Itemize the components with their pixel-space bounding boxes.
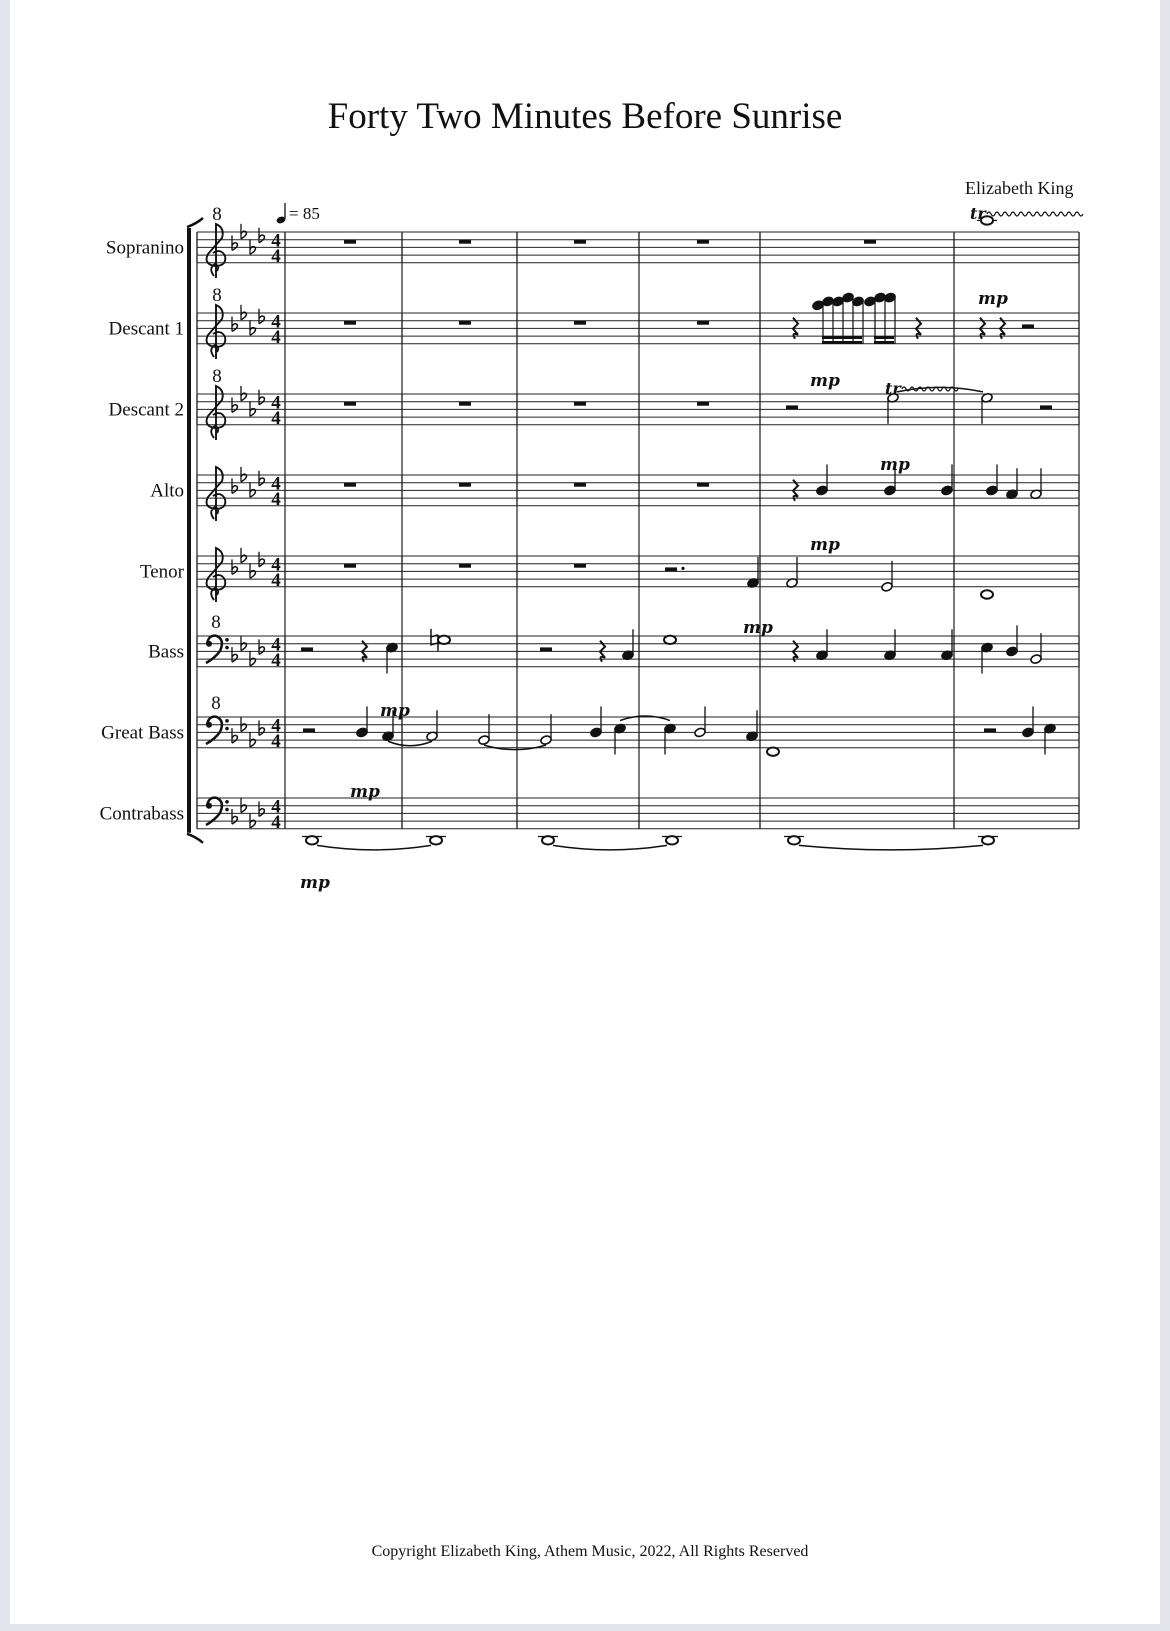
octave-mark: 8 (212, 366, 222, 387)
half-note (694, 727, 706, 738)
whole-rest (459, 564, 471, 568)
note (666, 836, 678, 844)
note (941, 464, 953, 495)
time-sig-bottom: 4 (271, 407, 281, 429)
octave-mark: 8 (212, 204, 222, 225)
whole-rest (697, 483, 709, 487)
whole-rest (459, 402, 471, 406)
note (986, 464, 998, 495)
whole-note (542, 836, 554, 844)
trill-text: tr (970, 204, 986, 223)
dynamic-mp: mp (743, 618, 773, 638)
instrument-label: Descant 1 (108, 318, 184, 340)
note (356, 706, 368, 737)
note (941, 629, 953, 660)
whole-rest (459, 483, 471, 487)
note (884, 629, 896, 660)
system-bracket (187, 218, 203, 843)
whole-rest (574, 564, 586, 568)
octave-mark: 8 (212, 285, 222, 306)
note (1030, 633, 1042, 664)
whole-note (767, 747, 779, 755)
note (694, 706, 706, 737)
note (438, 636, 450, 644)
whole-rest (344, 402, 356, 406)
quarter-note (356, 727, 368, 738)
whole-rest (459, 321, 471, 325)
instrument-label: Tenor (139, 561, 184, 583)
note (542, 836, 554, 844)
note (816, 629, 828, 660)
note (430, 836, 442, 844)
octave-mark: 8 (211, 612, 221, 633)
key-signature (232, 717, 264, 747)
dynamic-mp: mp (380, 701, 410, 721)
half-rest (301, 647, 313, 651)
key-signature (232, 798, 264, 828)
dynamic-mp: mp (810, 535, 840, 555)
dynamic-mp: mp (978, 289, 1008, 309)
time-sig-bottom: 4 (271, 569, 281, 591)
staff-tenor (197, 556, 1079, 587)
time-sig-top: 4 (271, 230, 281, 252)
instrument-label: Bass (148, 641, 184, 663)
time-signature (271, 796, 281, 832)
quarter-note (816, 485, 828, 496)
instrument-label: Contrabass (99, 803, 184, 825)
whole-rest (574, 483, 586, 487)
instrument-label: Great Bass (101, 722, 184, 744)
whole-rest (344, 483, 356, 487)
whole-rest (344, 321, 356, 325)
tie (799, 845, 983, 850)
trill-marking (885, 379, 958, 398)
time-sig-top: 4 (271, 554, 281, 576)
whole-rest (574, 402, 586, 406)
tie (553, 845, 667, 850)
score-system (10, 0, 1160, 1624)
staff-contrabass (197, 798, 1079, 829)
score-title: Forty Two Minutes Before Sunrise (327, 96, 843, 137)
instrument-label: Descant 2 (108, 399, 184, 421)
tempo-value: = 85 (289, 204, 320, 223)
time-signature (271, 634, 281, 670)
quarter-note (884, 485, 896, 496)
whole-note (666, 836, 678, 844)
whole-rest (697, 321, 709, 325)
quarter-note (1022, 727, 1034, 738)
time-sig-top: 4 (271, 634, 281, 656)
whole-rest (697, 240, 709, 244)
whole-note (788, 836, 800, 844)
key-signature (232, 467, 264, 497)
note (981, 590, 993, 598)
note (816, 464, 828, 495)
time-sig-top: 4 (271, 311, 281, 333)
quarter-note (986, 485, 998, 496)
half-rest (540, 647, 552, 651)
key-signature (232, 548, 264, 578)
half-rest (1040, 405, 1052, 409)
note (788, 836, 800, 844)
note (747, 557, 759, 588)
staff-descant-1 (197, 313, 1079, 344)
note (767, 747, 779, 755)
note (1022, 706, 1034, 737)
time-signature (271, 554, 281, 590)
quarter-note (884, 292, 896, 303)
tie (317, 845, 431, 850)
half-note (540, 735, 552, 746)
note (786, 557, 798, 588)
dynamic-mp: mp (810, 371, 840, 391)
note (664, 723, 676, 754)
staff-descant-2 (197, 394, 1079, 425)
whole-rest (574, 321, 586, 325)
instrument-label: Sopranino (105, 237, 184, 259)
whole-note (438, 636, 450, 644)
time-signature (271, 311, 281, 347)
whole-rest (574, 240, 586, 244)
half-rest (786, 405, 798, 409)
time-sig-bottom: 4 (271, 326, 281, 348)
half-rest (984, 728, 996, 732)
whole-rest (344, 564, 356, 568)
note (1044, 723, 1056, 754)
note (478, 714, 490, 745)
time-sig-bottom: 4 (271, 811, 281, 833)
note (614, 723, 626, 754)
note (426, 710, 438, 741)
note (982, 836, 994, 844)
whole-rest (697, 402, 709, 406)
half-note (881, 581, 893, 592)
note (622, 629, 634, 660)
time-sig-bottom: 4 (271, 730, 281, 752)
instrument-label: Alto (150, 480, 184, 502)
time-signature (271, 715, 281, 751)
whole-note (981, 590, 993, 598)
whole-note (306, 836, 318, 844)
staff-sopranino (197, 232, 1079, 263)
half-note (478, 735, 490, 746)
time-signature (271, 473, 281, 509)
time-sig-bottom: 4 (271, 488, 281, 510)
note (981, 642, 993, 673)
whole-rest (344, 240, 356, 244)
quarter-note (590, 727, 602, 738)
note (590, 706, 602, 737)
half-rest (1022, 324, 1034, 328)
quarter-note (941, 485, 953, 496)
note (746, 710, 758, 741)
trill-text: tr (885, 379, 901, 398)
half-note (1030, 654, 1042, 665)
key-signature (232, 224, 264, 254)
time-sig-top: 4 (271, 796, 281, 818)
dynamic-mp: mp (350, 782, 380, 802)
key-signature (232, 305, 264, 335)
score-page (10, 0, 1160, 1624)
note (386, 642, 398, 673)
whole-note (664, 636, 676, 644)
note (540, 714, 552, 745)
time-sig-top: 4 (271, 715, 281, 737)
copyright-notice: Copyright Elizabeth King, Athem Music, 2022, All Rights Reserved (371, 1543, 809, 1560)
note (306, 836, 318, 844)
note (1006, 468, 1018, 499)
note (981, 393, 993, 424)
dynamic-mp: mp (880, 455, 910, 475)
dynamic-mp: mp (300, 873, 330, 893)
whole-rest (459, 240, 471, 244)
time-sig-top: 4 (271, 392, 281, 414)
key-signature (232, 386, 264, 416)
time-sig-bottom: 4 (271, 245, 281, 267)
whole-note (982, 836, 994, 844)
note (1030, 468, 1042, 499)
time-sig-bottom: 4 (271, 649, 281, 671)
time-signature (271, 392, 281, 428)
note (1006, 625, 1018, 656)
note (881, 561, 893, 592)
tie (388, 741, 432, 746)
composer-name: Elizabeth King (965, 178, 1074, 198)
quarter-note (1006, 646, 1018, 657)
whole-note (430, 836, 442, 844)
half-rest (303, 728, 315, 732)
half-rest (665, 567, 677, 571)
time-signature (271, 230, 281, 266)
time-sig-top: 4 (271, 473, 281, 495)
staff-great-bass (197, 717, 1079, 748)
whole-rest (864, 240, 876, 244)
octave-mark: 8 (211, 693, 221, 714)
key-signature (232, 636, 264, 666)
note (664, 636, 676, 644)
